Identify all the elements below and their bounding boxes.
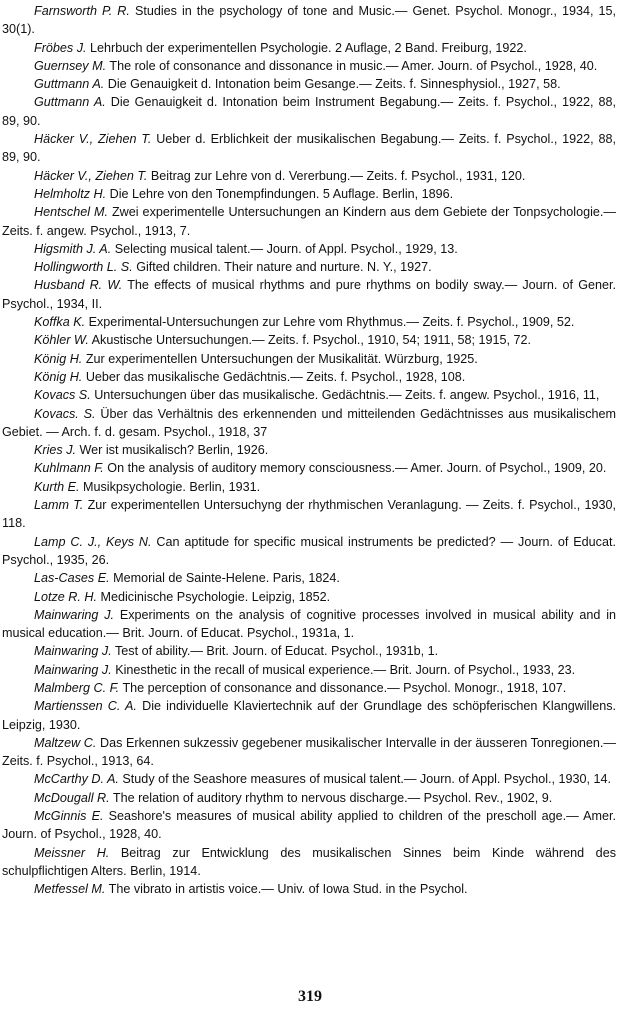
reference-text: Zur experimentellen Untersuchungen der Musikalität. Würzburg, 1925. [85, 351, 478, 366]
reference-author: Hollingworth L. S. [34, 260, 133, 275]
reference-author: McCarthy D. A. [34, 772, 119, 787]
reference-entry [2, 770, 616, 788]
reference-author: Malmberg C. F. [34, 680, 120, 695]
reference-text: Ueber das musikalische Gedächtnis.— Zeits. f. Psychol., 1928, 108. [85, 369, 466, 384]
reference-entry [2, 533, 616, 570]
reference-text: Studies in the psychology of tone and Music.— Genet. Psychol. Monogr., 1934, 15, 30(1). [2, 4, 616, 37]
reference-author: Koffka K. [34, 315, 86, 330]
reference-entry [2, 478, 616, 496]
reference-author: Lamm T. [34, 498, 84, 513]
reference-entry [2, 569, 616, 587]
reference-text: The relation of auditory rhythm to nervous discharge.— Psychol. Rev., 1902, 9. [112, 790, 553, 805]
reference-author: Häcker V., Ziehen T. [34, 168, 148, 183]
reference-entry [2, 441, 616, 459]
reference-entry [2, 130, 616, 167]
reference-text: Zwei experimentelle Untersuchungen an Kindern aus dem Gebiete der Tonpsychologie.— Zeits. f. angew. Psychol., 1913, 7. [2, 205, 616, 238]
reference-entry [2, 203, 616, 240]
reference-text: Musikpsychologie. Berlin, 1931. [83, 479, 261, 494]
reference-author: Higsmith J. A. [34, 241, 112, 256]
reference-author: Husband R. W. [34, 278, 123, 293]
reference-entry [2, 350, 616, 368]
reference-text: The perception of consonance and dissonance.— Psychol. Monogr., 1918, 107. [122, 680, 567, 695]
reference-text: The effects of musical rhythms and pure rhythms on bodily sway.— Journ. of Gener. Psychol., 1934, II. [2, 278, 617, 311]
reference-entry [2, 39, 616, 57]
reference-text: Das Erkennen sukzessiv gegebener musikalischer Intervalle in der äusseren Tonregionen.— Zeits. f. Psychol., 1913, 64. [2, 735, 617, 769]
reference-author: Kovacs S. [34, 388, 91, 403]
reference-entry [2, 57, 616, 75]
reference-entry [2, 679, 616, 697]
reference-author: McDougall R. [34, 790, 110, 805]
reference-text: Selecting musical talent.— Journ. of Appl. Psychol., 1929, 13. [114, 241, 458, 256]
reference-text: Gifted children. Their nature and nurture. N. Y., 1927. [136, 260, 432, 275]
reference-author: Farnsworth P. R. [34, 4, 130, 18]
reference-text: Die individuelle Klaviertechnik auf der Grundlage des schöpferischen Klangwillens. Leipzig, 1930. [2, 699, 617, 732]
reference-text: Zur experimentellen Untersuchyng der rhythmischen Veranlagung. — Zeits. f. Psychol., 1930, 118. [2, 498, 616, 531]
reference-author: Häcker V., Ziehen T. [34, 132, 152, 147]
reference-author: König H. [34, 351, 83, 366]
reference-entry [2, 331, 616, 349]
reference-author: Helmholtz H. [34, 186, 107, 201]
reference-entry [2, 276, 616, 313]
reference-entry [2, 496, 616, 533]
reference-text: Study of the Seashore measures of musical talent.— Journ. of Appl. Psychol., 1930, 14. [122, 772, 612, 787]
reference-text: The role of consonance and dissonance in music.— Amer. Journ. of Psychol., 1928, 40. [109, 58, 598, 73]
reference-text: Seashore's measures of musical ability applied to children of the prescholl age.— Amer. Journ. of Psychol., 1928, 40. [2, 809, 617, 842]
reference-entry [2, 697, 616, 734]
reference-entry [2, 661, 616, 679]
reference-author: Las-Cases E. [34, 571, 110, 586]
page-number: 319 [298, 988, 322, 1005]
reference-author: Köhler W. [34, 333, 89, 348]
reference-text: Beitrag zur Entwicklung des musikalischen Sinnes beim Kinde während des schulpflichtigen Alters. Berlin, 1914. [2, 845, 616, 878]
reference-entry [2, 807, 616, 844]
reference-text: Kinesthetic in the recall of musical experience.— Brit. Journ. of Psychol., 1933, 23. [115, 662, 576, 677]
reference-author: Hentschel M. [34, 205, 108, 220]
reference-text: Akustische Untersuchungen.— Zeits. f. Psychol., 1910, 54; 1911, 58; 1915, 72. [91, 333, 532, 348]
reference-author: Kries J. [34, 443, 76, 458]
reference-text: Experimental-Untersuchungen zur Lehre vom Rhythmus.— Zeits. f. Psychol., 1909, 52. [88, 315, 575, 330]
reference-text: Memorial de Sainte-Helene. Paris, 1824. [113, 571, 340, 586]
reference-author: König H. [34, 369, 83, 384]
reference-entry [2, 75, 616, 93]
reference-author: Martienssen C. A. [34, 699, 137, 714]
reference-text: Wer ist musikalisch? Berlin, 1926. [79, 443, 269, 458]
reference-entry [2, 386, 616, 404]
reference-entry [2, 405, 616, 442]
reference-entry [2, 844, 616, 881]
reference-entry [2, 789, 616, 807]
reference-text: The vibrato in artistis voice.— Univ. of Iowa Stud. in the Psychol. [108, 882, 468, 897]
reference-entry [2, 313, 616, 331]
reference-list [2, 2, 616, 899]
reference-author: Lamp C. J., Keys N. [34, 534, 152, 549]
reference-author: Mainwaring J. [34, 644, 112, 659]
reference-author: Guttmann A. [34, 95, 106, 110]
reference-text: Test of ability.— Brit. Journ. of Educat. Psychol., 1931b, 1. [114, 644, 439, 659]
reference-entry [2, 2, 616, 39]
reference-author: Lotze R. H. [34, 589, 97, 604]
reference-text: Experiments on the analysis of cognitive processes involved in musical ability and in musical education.— Brit. Journ. of Educat. Psychol., 1931a, 1. [2, 607, 616, 641]
reference-author: Mainwaring J. [34, 662, 112, 677]
reference-text: Über das Verhältnis des erkennenden und mitteilenden Gedächtnisses aus musikalischem Gebiet. — Arch. f. d. gesam. Psychol., 1918, 37 [2, 406, 616, 439]
reference-entry [2, 459, 616, 477]
reference-author: Maltzew C. [34, 735, 97, 750]
reference-author: Kovacs. S. [34, 406, 96, 421]
reference-entry [2, 167, 616, 185]
reference-entry [2, 880, 616, 898]
reference-entry [2, 642, 616, 660]
reference-entry [2, 734, 616, 771]
reference-entry [2, 258, 616, 276]
reference-text: Die Lehre von den Tonempfindungen. 5 Auflage. Berlin, 1896. [109, 186, 454, 201]
reference-entry [2, 185, 616, 203]
reference-text: Ueber d. Erblichkeit der musikalischen Begabung.— Zeits. f. Psychol., 1922, 88, 89, 90. [2, 132, 616, 165]
reference-entry [2, 240, 616, 258]
reference-author: Meissner H. [34, 845, 110, 860]
reference-author: Guttmann A. [34, 77, 105, 92]
reference-author: Guernsey M. [34, 58, 107, 73]
reference-text: On the analysis of auditory memory consciousness.— Amer. Journ. of Psychol., 1909, 20. [107, 461, 607, 476]
reference-entry [2, 606, 616, 643]
reference-entry [2, 588, 616, 606]
reference-author: Metfessel M. [34, 882, 106, 897]
reference-text: Beitrag zur Lehre von d. Vererbung.— Zeits. f. Psychol., 1931, 120. [150, 168, 526, 183]
reference-author: Mainwaring J. [34, 607, 115, 622]
reference-text: Die Genauigkeit d. Intonation beim Instrument Begabung.— Zeits. f. Psychol., 1922, 88, 89, 90. [2, 95, 617, 128]
reference-author: Kurth E. [34, 479, 80, 494]
reference-text: Can aptitude for specific musical instruments be predicted? — Journ. of Educat. Psychol., 1935, 26. [2, 534, 616, 567]
reference-entry [2, 93, 616, 130]
reference-text: Untersuchungen über das musikalische. Gedächtnis.— Zeits. f. angew. Psychol., 1916, 11, [94, 388, 600, 403]
reference-author: Kuhlmann F. [34, 461, 104, 476]
reference-author: McGinnis E. [34, 809, 104, 824]
reference-text: Medicinische Psychologie. Leipzig, 1852. [100, 589, 331, 604]
reference-text: Die Genauigkeit d. Intonation beim Gesange.— Zeits. f. Sinnesphysiol., 1927, 58. [107, 77, 561, 92]
reference-author: Fröbes J. [34, 40, 87, 55]
reference-text: Lehrbuch der experimentellen Psychologie. 2 Auflage, 2 Band. Freiburg, 1922. [90, 40, 527, 55]
reference-entry [2, 368, 616, 386]
